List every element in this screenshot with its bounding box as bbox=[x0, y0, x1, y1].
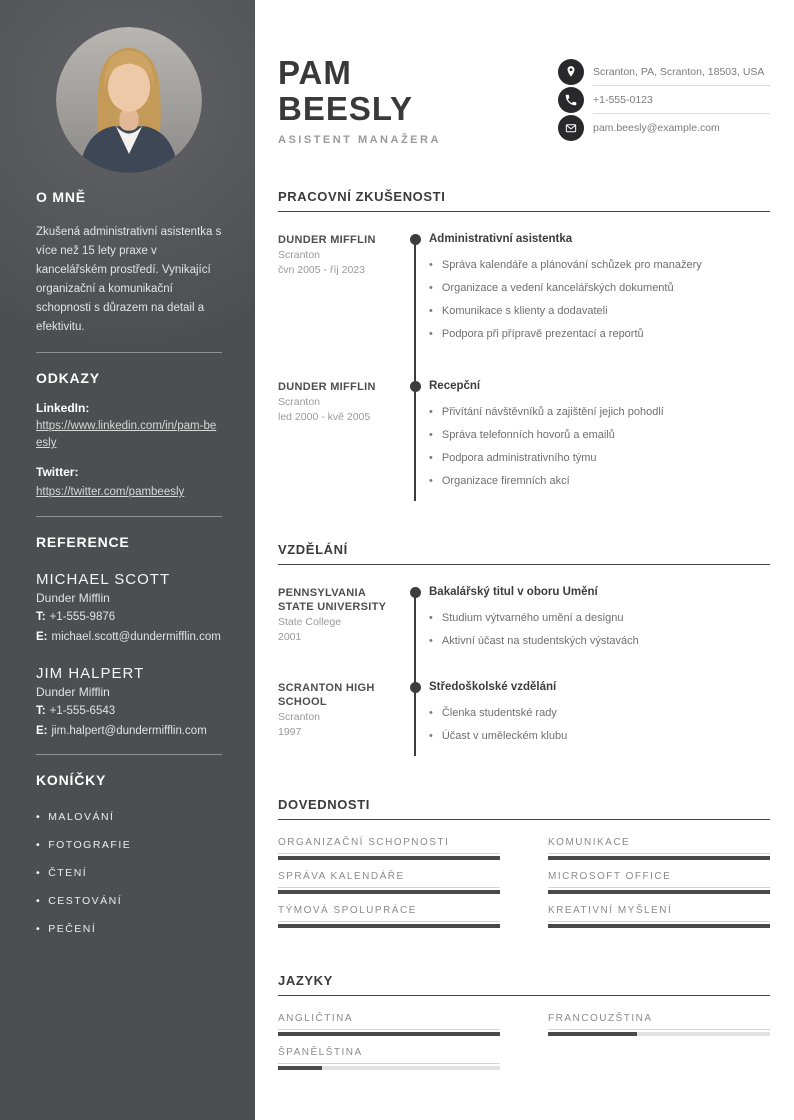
linkedin-link[interactable]: https://www.linkedin.com/in/pam-beesly bbox=[36, 420, 217, 449]
last-name: BEESLY bbox=[278, 90, 414, 127]
school-name: SCRANTON HIGH SCHOOL bbox=[278, 682, 375, 708]
skill-bar bbox=[278, 924, 500, 928]
language-bar bbox=[548, 1032, 770, 1036]
sidebar bbox=[0, 0, 255, 1120]
section-rule bbox=[278, 211, 770, 212]
education-entry bbox=[278, 586, 770, 657]
experience-entry bbox=[278, 233, 770, 350]
skill-rule bbox=[278, 921, 500, 922]
degree-title: Bakalářský titul v oboru Umění bbox=[429, 586, 598, 598]
skill-name: MICROSOFT OFFICE bbox=[548, 871, 672, 882]
linkedin-label: LinkedIn: bbox=[36, 401, 90, 415]
skill-bar-fill bbox=[548, 924, 770, 928]
reference-name: MICHAEL SCOTT bbox=[36, 571, 171, 588]
links-heading: ODKAZY bbox=[36, 370, 100, 386]
skill-item bbox=[278, 905, 500, 928]
skill-name: ORGANIZAČNÍ SCHOPNOSTI bbox=[278, 837, 450, 848]
company-location: Scranton bbox=[278, 396, 321, 408]
reference-phone: +1-555-9876 bbox=[49, 611, 116, 623]
timeline-dot bbox=[410, 682, 421, 693]
degree-title: Středoškolské vzdělání bbox=[429, 681, 557, 693]
entry-meta bbox=[278, 380, 400, 497]
experience-heading: PRACOVNÍ ZKUŠENOSTI bbox=[278, 189, 446, 204]
education-section bbox=[278, 542, 770, 752]
degree-bullets bbox=[429, 611, 770, 649]
bullet-item: • Účast v uměleckém klubu bbox=[429, 729, 770, 744]
email-label: E: bbox=[36, 725, 48, 737]
hobby-list bbox=[36, 811, 222, 935]
employment-dates: led 2000 - kvě 2005 bbox=[278, 411, 371, 423]
timeline-dot bbox=[410, 234, 421, 245]
link-item-twitter bbox=[36, 465, 222, 501]
contact-row-email bbox=[558, 114, 770, 142]
language-bar-fill bbox=[548, 1032, 637, 1036]
phone-icon bbox=[558, 87, 584, 113]
skill-rule bbox=[278, 1063, 500, 1064]
skill-rule bbox=[548, 887, 770, 888]
skill-bar bbox=[278, 890, 500, 894]
position-title: Recepční bbox=[429, 380, 481, 392]
languages-grid bbox=[278, 1013, 770, 1070]
education-entries bbox=[278, 586, 770, 752]
employment-dates: čvn 2005 - říj 2023 bbox=[278, 264, 365, 276]
languages-heading: JAZYKY bbox=[278, 973, 333, 988]
profile-photo bbox=[56, 27, 202, 173]
position-title: Administrativní asistentka bbox=[429, 233, 573, 245]
experience-entry bbox=[278, 380, 770, 497]
reference-item bbox=[36, 665, 222, 739]
section-rule bbox=[278, 819, 770, 820]
bullet-item: • Správa telefonních hovorů a emailů bbox=[429, 428, 770, 443]
bullet-item: • Studium výtvarného umění a designu bbox=[429, 611, 770, 626]
entry-body bbox=[400, 586, 770, 657]
section-rule bbox=[278, 564, 770, 565]
contact-phone: +1-555-0123 bbox=[593, 86, 770, 114]
position-bullets bbox=[429, 405, 770, 489]
hobby-item: • ČTENÍ bbox=[36, 867, 222, 879]
section-rule bbox=[278, 995, 770, 996]
about-section bbox=[36, 189, 222, 337]
reference-email: jim.halpert@dundermifflin.com bbox=[51, 725, 207, 737]
links-section bbox=[36, 370, 222, 501]
education-entry bbox=[278, 681, 770, 752]
company-name: DUNDER MIFFLIN bbox=[278, 381, 376, 393]
bullet-item: • Přivítání návštěvníků a zajištění jejich pohodlí bbox=[429, 405, 770, 420]
language-name: ŠPANĚLŠTINA bbox=[278, 1047, 363, 1058]
hobby-item: • MALOVÁNÍ bbox=[36, 811, 222, 823]
bullet-item: • Správa kalendáře a plánování schůzek pro manažery bbox=[429, 258, 770, 273]
contact-row-phone bbox=[558, 86, 770, 114]
bullet-item: • Členka studentské rady bbox=[429, 706, 770, 721]
twitter-label: Twitter: bbox=[36, 465, 79, 479]
reference-company: Dunder Mifflin bbox=[36, 591, 110, 605]
bullet-item: • Organizace firemních akcí bbox=[429, 474, 770, 489]
skill-name: KOMUNIKACE bbox=[548, 837, 631, 848]
skill-rule bbox=[278, 887, 500, 888]
skill-item bbox=[548, 837, 770, 860]
skill-rule bbox=[278, 1029, 500, 1030]
company-location: Scranton bbox=[278, 249, 321, 261]
language-bar-fill bbox=[278, 1066, 322, 1070]
language-bar bbox=[278, 1066, 500, 1070]
twitter-link[interactable]: https://twitter.com/pambeesly bbox=[36, 486, 185, 498]
about-text: Zkušená administrativní asistentka s více než 15 lety praxe v kancelářském prostředí. Vynikající organizační a komunikační schopnosti s důrazem na detail a efektivitu. bbox=[36, 226, 222, 333]
sidebar-divider bbox=[36, 516, 222, 517]
first-name: PAM bbox=[278, 54, 352, 91]
bullet-item: • Podpora při přípravě prezentací a reportů bbox=[429, 327, 770, 342]
phone-label: T: bbox=[36, 705, 46, 717]
contact-email: pam.beesly@example.com bbox=[593, 122, 720, 134]
person-name bbox=[278, 55, 558, 127]
language-item bbox=[548, 1013, 770, 1036]
graduation-year: 2001 bbox=[278, 631, 302, 643]
language-item bbox=[278, 1013, 500, 1036]
language-name: ANGLIČTINA bbox=[278, 1013, 354, 1024]
languages-section bbox=[278, 973, 770, 1070]
entry-meta bbox=[278, 681, 400, 752]
location-pin-icon bbox=[558, 59, 584, 85]
skill-bar bbox=[548, 924, 770, 928]
name-block bbox=[278, 55, 558, 146]
skill-name: KREATIVNÍ MYŠLENÍ bbox=[548, 905, 673, 916]
reference-name: JIM HALPERT bbox=[36, 665, 145, 682]
hobby-item: • CESTOVÁNÍ bbox=[36, 895, 222, 907]
entry-body bbox=[400, 380, 770, 497]
reference-email-row bbox=[36, 723, 222, 739]
reference-phone-row bbox=[36, 609, 222, 625]
reference-phone-row bbox=[36, 703, 222, 719]
reference-item bbox=[36, 571, 222, 645]
skill-name: SPRÁVA KALENDÁŘE bbox=[278, 871, 405, 882]
reference-email-row bbox=[36, 629, 222, 645]
skill-bar-fill bbox=[278, 856, 500, 860]
skill-bar-fill bbox=[548, 890, 770, 894]
bullet-item: • Podpora administrativního týmu bbox=[429, 451, 770, 466]
skills-heading: DOVEDNOSTI bbox=[278, 797, 370, 812]
skill-bar-fill bbox=[278, 890, 500, 894]
skill-bar-fill bbox=[548, 856, 770, 860]
bullet-item: • Aktivní účast na studentských výstavách bbox=[429, 634, 770, 649]
link-item-linkedin bbox=[36, 401, 222, 452]
timeline-dot bbox=[410, 587, 421, 598]
hobby-item: • PEČENÍ bbox=[36, 923, 222, 935]
contact-row-location bbox=[558, 58, 770, 86]
email-icon bbox=[558, 115, 584, 141]
experience-section bbox=[278, 189, 770, 497]
school-location: Scranton bbox=[278, 711, 321, 723]
bullet-item: • Komunikace s klienty a dodavateli bbox=[429, 304, 770, 319]
experience-entries bbox=[278, 233, 770, 497]
skill-name: TÝMOVÁ SPOLUPRÁCE bbox=[278, 905, 417, 916]
degree-bullets bbox=[429, 706, 770, 744]
reference-company: Dunder Mifflin bbox=[36, 685, 110, 699]
skill-bar-fill bbox=[278, 924, 500, 928]
language-bar bbox=[278, 1032, 500, 1036]
phone-label: T: bbox=[36, 611, 46, 623]
entry-body bbox=[400, 233, 770, 350]
email-label: E: bbox=[36, 631, 48, 643]
bullet-item: • Organizace a vedení kancelářských dokumentů bbox=[429, 281, 770, 296]
hobbies-heading: KONÍČKY bbox=[36, 772, 107, 788]
company-name: DUNDER MIFFLIN bbox=[278, 234, 376, 246]
skill-item bbox=[548, 905, 770, 928]
skill-item bbox=[278, 871, 500, 894]
hobbies-section bbox=[36, 772, 222, 935]
education-heading: VZDĚLÁNÍ bbox=[278, 542, 348, 557]
graduation-year: 1997 bbox=[278, 726, 302, 738]
references-section bbox=[36, 534, 222, 739]
language-item bbox=[278, 1047, 500, 1070]
position-bullets bbox=[429, 258, 770, 342]
school-location: State College bbox=[278, 616, 342, 628]
contact-block bbox=[558, 55, 770, 146]
skill-bar bbox=[278, 856, 500, 860]
skill-bar bbox=[548, 890, 770, 894]
portrait-illustration bbox=[56, 27, 202, 173]
reference-email: michael.scott@dundermifflin.com bbox=[51, 631, 221, 643]
job-title: ASISTENT MANAŽERA bbox=[278, 134, 441, 146]
school-name: PENNSYLVANIA STATE UNIVERSITY bbox=[278, 587, 387, 613]
timeline-dot bbox=[410, 381, 421, 392]
skill-rule bbox=[548, 853, 770, 854]
reference-phone: +1-555-6543 bbox=[49, 705, 116, 717]
sidebar-divider bbox=[36, 352, 222, 353]
language-bar-fill bbox=[278, 1032, 500, 1036]
entry-meta bbox=[278, 233, 400, 350]
about-heading: O MNĚ bbox=[36, 189, 86, 205]
sidebar-divider bbox=[36, 754, 222, 755]
entry-meta bbox=[278, 586, 400, 657]
skills-grid bbox=[278, 837, 770, 928]
resume-header bbox=[278, 55, 770, 146]
skill-bar bbox=[548, 856, 770, 860]
entry-body bbox=[400, 681, 770, 752]
skill-rule bbox=[278, 853, 500, 854]
hobby-item: • FOTOGRAFIE bbox=[36, 839, 222, 851]
skill-rule bbox=[548, 921, 770, 922]
contact-location: Scranton, PA, Scranton, 18503, USA bbox=[593, 58, 770, 86]
language-name: FRANCOUZŠTINA bbox=[548, 1013, 653, 1024]
main-content bbox=[255, 0, 794, 1120]
skill-item bbox=[278, 837, 500, 860]
skill-rule bbox=[548, 1029, 770, 1030]
skills-section bbox=[278, 797, 770, 928]
skill-item bbox=[548, 871, 770, 894]
references-heading: REFERENCE bbox=[36, 534, 130, 550]
